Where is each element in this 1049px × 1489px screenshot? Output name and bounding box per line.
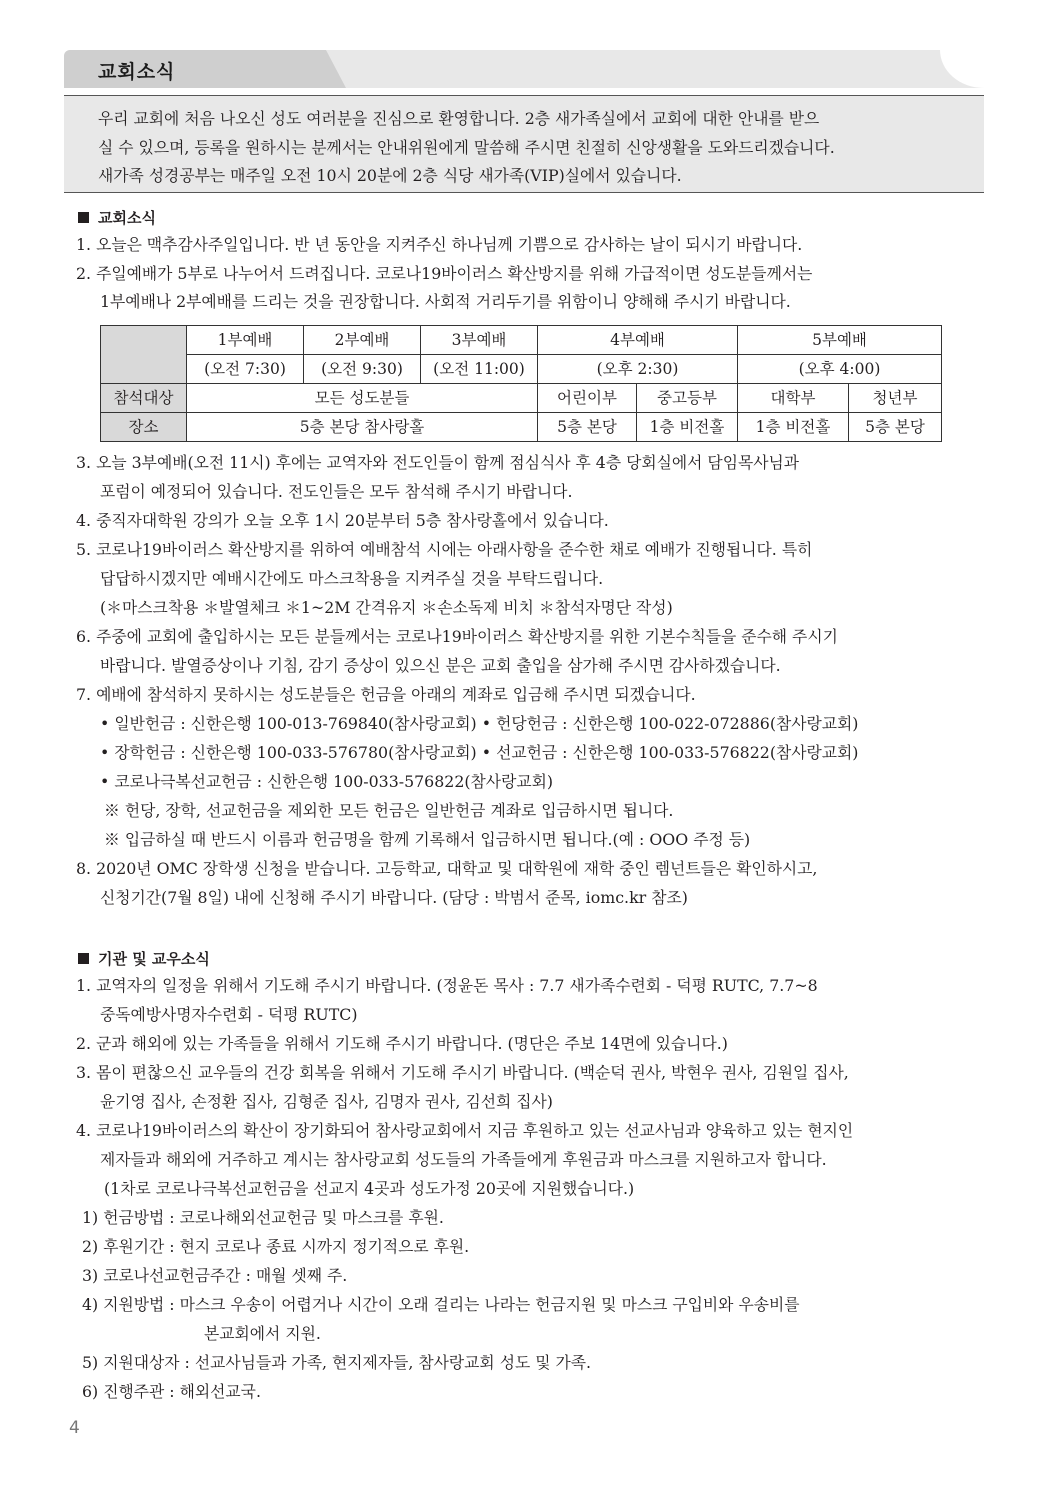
- news-line: 1. 오늘은 맥추감사주일입니다. 반 년 동안을 지켜주신 하나님께 기쁨으로 감사하는 날이 되시기 바랍니다.: [76, 235, 803, 254]
- org-subitem: 본교회에서 지원.: [204, 1324, 321, 1343]
- service-time: (오전 7:30): [187, 355, 304, 384]
- org-line: 중독예방사명자수련회 - 덕평 RUTC): [100, 1005, 358, 1024]
- service-name: 1부예배: [187, 326, 304, 355]
- service-name: 3부예배: [421, 326, 538, 355]
- account-line: • 코로나극복선교헌금 : 신한은행 100-033-576822(참사랑교회): [100, 772, 554, 791]
- news-line: (＊마스크착용 ＊발열체크 ＊1~2M 간격유지 ＊손소독제 비치 ＊참석자명단 작성): [100, 598, 673, 617]
- news-line: 5. 코로나19바이러스 확산방지를 위하여 예배참석 시에는 아래사항을 준수한 채로 예배가 진행됩니다. 특히: [76, 540, 813, 559]
- service-time: (오후 4:00): [738, 355, 942, 384]
- news-line: 7. 예배에 참석하지 못하시는 성도분들은 헌금을 아래의 계좌로 입금해 주시면 되겠습니다.: [76, 685, 696, 704]
- news-line: 1부예배나 2부예배를 드리는 것을 권장합니다. 사회적 거리두기를 위함이니 양해해 주시기 바랍니다.: [100, 292, 791, 311]
- org-subitem: 2) 후원기간 : 현지 코로나 종료 시까지 정기적으로 후원.: [82, 1237, 470, 1256]
- intro-line: 새가족 성경공부는 매주일 오전 10시 20분에 2층 식당 새가족(VIP)실에서 있습니다.: [98, 166, 682, 185]
- place-cell: 1층 비전홀: [738, 413, 849, 442]
- section-title: 교회소식: [98, 209, 156, 227]
- service-name: 2부예배: [304, 326, 421, 355]
- worship-schedule-table: [100, 325, 942, 442]
- square-bullet-icon: [78, 212, 89, 223]
- org-subitem: 4) 지원방법 : 마스크 우송이 어렵거나 시간이 오래 걸리는 나라는 헌금지원 및 마스크 구입비와 우송비를: [82, 1295, 800, 1314]
- news-line: 2. 주일예배가 5부로 나누어서 드려집니다. 코로나19바이러스 확산방지를 위해 가급적이면 성도분들께서는: [76, 264, 813, 283]
- attendee-cell: 모든 성도분들: [187, 384, 538, 413]
- section-heading-org-news: [78, 948, 210, 969]
- news-line: 3. 오늘 3부예배(오전 11시) 후에는 교역자와 전도인들이 함께 점심식사 후 4층 당회실에서 담임목사님과: [76, 453, 799, 472]
- service-name: 4부예배: [538, 326, 738, 355]
- service-time: (오후 2:30): [538, 355, 738, 384]
- attendee-cell: 청년부: [849, 384, 942, 413]
- place-cell: 5층 본당 참사랑홀: [187, 413, 538, 442]
- org-line: 제자들과 해외에 거주하고 계시는 참사랑교회 성도들의 가족들에게 후원금과 마스크를 지원하고자 합니다.: [100, 1150, 827, 1169]
- org-line: 윤기영 집사, 손정환 집사, 김형준 집사, 김명자 권사, 김선희 집사): [100, 1092, 553, 1111]
- org-subitem: 1) 헌금방법 : 코로나해외선교헌금 및 마스크를 후원.: [82, 1208, 444, 1227]
- service-time: (오전 9:30): [304, 355, 421, 384]
- intro-line: 실 수 있으며, 등록을 원하시는 분께서는 안내위원에게 말씀해 주시면 친절히 신앙생활을 도와드리겠습니다.: [98, 138, 835, 157]
- news-line: 8. 2020년 OMC 장학생 신청을 받습니다. 고등학교, 대학교 및 대학원에 재학 중인 렘넌트들은 확인하시고,: [76, 859, 818, 878]
- org-line: 1. 교역자의 일정을 위해서 기도해 주시기 바랍니다. (정윤돈 목사 : 7.7 새가족수련회 - 덕평 RUTC, 7.7~8: [76, 976, 818, 995]
- table-corner: [101, 326, 187, 384]
- note-line: ※ 입금하실 때 반드시 이름과 헌금명을 함께 기록해서 입금하시면 됩니다.(예 : OOO 주정 등): [104, 830, 751, 849]
- place-cell: 1층 비전홀: [637, 413, 738, 442]
- org-line: 2. 군과 해외에 있는 가족들을 위해서 기도해 주시기 바랍니다. (명단은 주보 14면에 있습니다.): [76, 1034, 728, 1053]
- service-name: 5부예배: [738, 326, 942, 355]
- attendee-cell: 대학부: [738, 384, 849, 413]
- place-cell: 5층 본당: [849, 413, 942, 442]
- section-title: 기관 및 교우소식: [98, 950, 210, 968]
- place-cell: 5층 본당: [538, 413, 637, 442]
- org-line: 4. 코로나19바이러스의 확산이 장기화되어 참사랑교회에서 지금 후원하고 있는 선교사님과 양육하고 있는 현지인: [76, 1121, 854, 1140]
- service-time: (오전 11:00): [421, 355, 538, 384]
- org-subitem: 5) 지원대상자 : 선교사님들과 가족, 현지제자들, 참사랑교회 성도 및 가족.: [82, 1353, 592, 1372]
- account-line: • 장학헌금 : 신한은행 100-033-576780(참사랑교회) • 선교헌금 : 신한은행 100-033-576822(참사랑교회): [100, 743, 859, 762]
- org-subitem: 6) 진행주관 : 해외선교국.: [82, 1382, 261, 1401]
- account-line: • 일반헌금 : 신한은행 100-013-769840(참사랑교회) • 헌당헌금 : 신한은행 100-022-072886(참사랑교회): [100, 714, 859, 733]
- org-line: 3. 몸이 편찮으신 교우들의 건강 회복을 위해서 기도해 주시기 바랍니다. (백순덕 권사, 박현우 권사, 김원일 집사,: [76, 1063, 849, 1082]
- row-label-attendees: 참석대상: [101, 384, 187, 413]
- news-line: 바랍니다. 발열증상이나 기침, 감기 증상이 있으신 분은 교회 출입을 삼가해 주시면 감사하겠습니다.: [100, 656, 781, 675]
- note-line: ※ 헌당, 장학, 선교헌금을 제외한 모든 헌금은 일반헌금 계좌로 입금하시면 됩니다.: [104, 801, 674, 820]
- news-line: 4. 중직자대학원 강의가 오늘 오후 1시 20분부터 5층 참사랑홀에서 있습니다.: [76, 511, 609, 530]
- news-line: 6. 주중에 교회에 출입하시는 모든 분들께서는 코로나19바이러스 확산방지를 위한 기본수칙들을 준수해 주시기: [76, 627, 838, 646]
- page-title: 교회소식: [98, 61, 176, 83]
- org-line: (1차로 코로나극복선교헌금을 선교지 4곳과 성도가정 20곳에 지원했습니다.): [104, 1179, 635, 1198]
- square-bullet-icon: [78, 953, 89, 964]
- news-line: 답답하시겠지만 예배시간에도 마스크착용을 지켜주실 것을 부탁드립니다.: [100, 569, 604, 588]
- news-line: 신청기간(7월 8일) 내에 신청해 주시기 바랍니다. (담당 : 박범서 준목, iomc.kr 참조): [100, 888, 688, 907]
- section-heading-church-news: [78, 207, 156, 228]
- org-subitem: 3) 코로나선교헌금주간 : 매월 셋째 주.: [82, 1266, 348, 1285]
- row-label-place: 장소: [101, 413, 187, 442]
- intro-line: 우리 교회에 처음 나오신 성도 여러분을 진심으로 환영합니다. 2층 새가족실에서 교회에 대한 안내를 받으: [98, 109, 820, 128]
- attendee-cell: 어린이부: [538, 384, 637, 413]
- news-line: 포럼이 예정되어 있습니다. 전도인들은 모두 참석해 주시기 바랍니다.: [100, 482, 573, 501]
- attendee-cell: 중고등부: [637, 384, 738, 413]
- page-number: 4: [69, 1418, 80, 1438]
